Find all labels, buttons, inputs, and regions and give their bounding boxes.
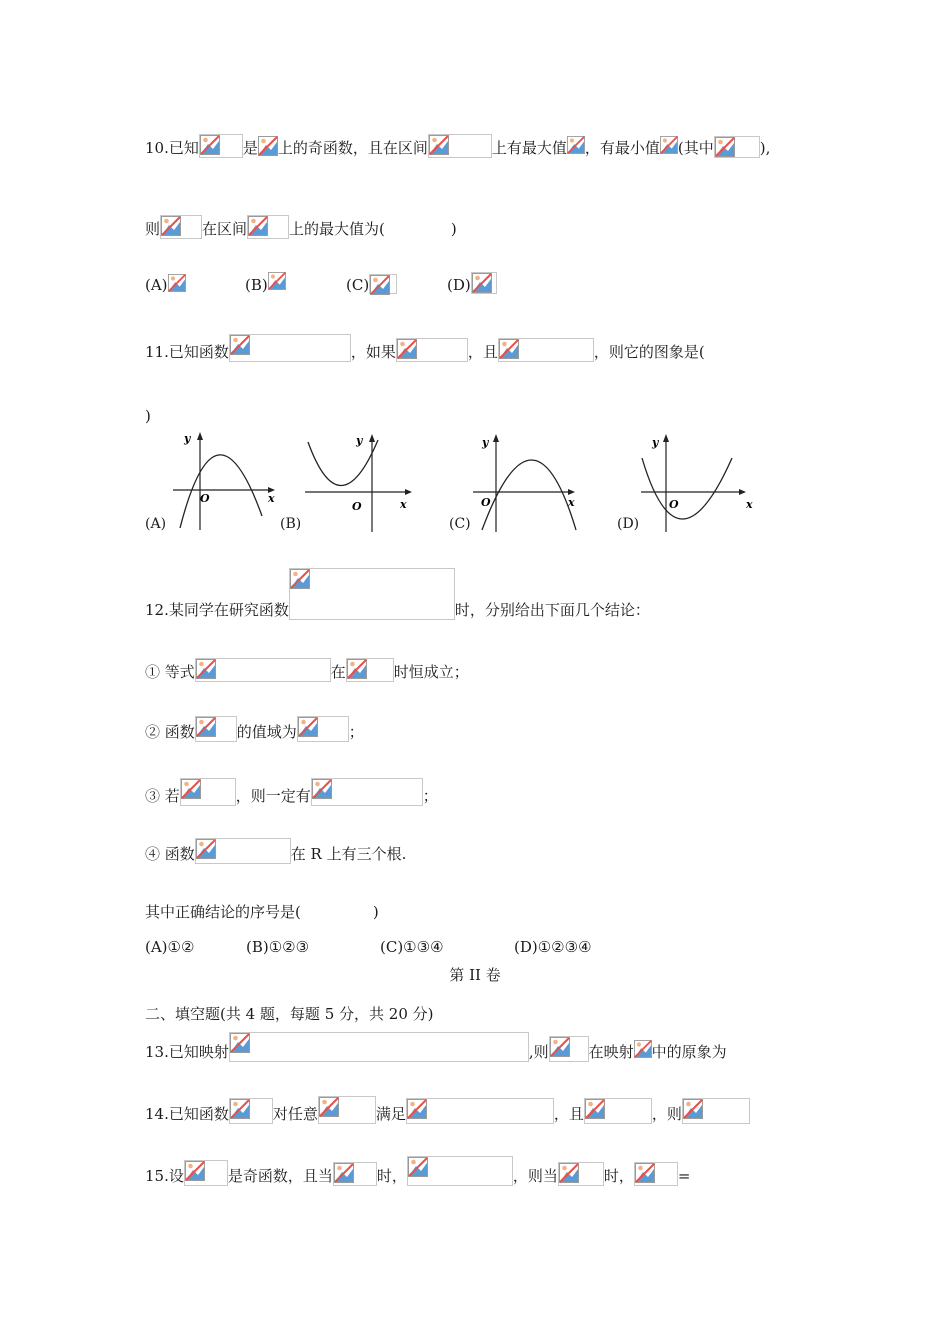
q11-text: )	[145, 407, 151, 425]
option-label: (C)	[346, 276, 370, 294]
conclusion-text: ；	[422, 787, 438, 805]
q15-text: =	[677, 1167, 691, 1185]
option-label: (A)	[145, 276, 168, 294]
formula-image	[195, 658, 331, 682]
formula-image	[258, 136, 278, 158]
conclusion-text: ；	[348, 723, 364, 741]
graph-d	[636, 430, 761, 536]
q10-line1	[145, 124, 770, 158]
q15-text: 15.设	[145, 1167, 184, 1185]
conclusion-text: 时恒成立；	[393, 663, 469, 681]
option-label: (B)	[245, 276, 268, 294]
q13-text: 13.已知映射	[145, 1043, 229, 1061]
question-text: )	[372, 903, 379, 921]
q10-text: )	[450, 220, 457, 238]
q10-text: 上有最大值	[491, 139, 567, 157]
q10-text: ),	[759, 139, 771, 157]
formula-image	[229, 1032, 529, 1062]
q12-conclusion-1	[145, 648, 469, 682]
option-a	[145, 274, 245, 294]
formula-image	[567, 136, 585, 158]
formula-image	[660, 136, 678, 158]
formula-image	[168, 274, 186, 294]
q11-text: ，则它的图象是(	[593, 343, 705, 361]
option-label: (D)	[447, 276, 471, 294]
q10-text: ，有最小值	[584, 139, 660, 157]
conclusion-text: 在 R 上有三个根.	[290, 845, 407, 863]
q10-line2	[145, 205, 457, 239]
graph-label-d: (D)	[617, 516, 640, 532]
conclusion-text: 在	[330, 663, 346, 681]
conclusion-text: ③ 若	[145, 787, 180, 805]
q10-text: 上的奇函数，且在区间	[277, 139, 428, 157]
formula-image	[428, 134, 492, 158]
y-label: y	[184, 432, 191, 445]
formula-image	[549, 1036, 589, 1062]
q14-text: 满足	[375, 1105, 406, 1123]
formula-image	[333, 1162, 377, 1186]
q12-text: 时，分别给出下面几个结论：	[454, 601, 650, 619]
section-heading	[145, 990, 434, 1024]
q14-text: ，则	[651, 1105, 682, 1123]
q10-options	[145, 264, 497, 294]
q12-question	[145, 888, 379, 922]
y-label: y	[356, 434, 363, 447]
q11-text: ，如果	[350, 343, 396, 361]
graph-label-a: (A)	[145, 516, 167, 532]
q11-text: 11.已知函数	[145, 343, 229, 361]
formula-image	[180, 778, 236, 806]
formula-image	[346, 658, 394, 682]
option-a: (A)①②	[145, 938, 195, 956]
graph-b	[300, 430, 420, 536]
conclusion-text: ① 等式	[145, 663, 195, 681]
parabola-curve	[642, 458, 732, 519]
formula-image	[396, 338, 468, 362]
q15-line	[145, 1152, 691, 1186]
option-d	[447, 272, 497, 294]
origin-label: O	[669, 498, 679, 511]
q13-text: 中的原象为	[651, 1043, 727, 1061]
q10-text: (其中	[677, 139, 714, 157]
q12-text: 12.某同学在研究函数	[145, 601, 289, 619]
graph-label-b: (B)	[280, 516, 302, 532]
origin-label: O	[200, 492, 210, 505]
x-label: x	[400, 498, 407, 511]
formula-image	[229, 1098, 273, 1124]
formula-image	[498, 338, 594, 362]
formula-image	[584, 1098, 652, 1124]
q13-text: ,则	[528, 1043, 549, 1061]
formula-image	[289, 568, 455, 620]
q13-line	[145, 1028, 727, 1062]
formula-image	[406, 1098, 554, 1124]
y-label: y	[652, 436, 659, 449]
option-d: (D)①②③④	[514, 938, 592, 956]
question-text: 其中正确结论的序号是(	[145, 903, 301, 921]
q15-text: ，则当	[512, 1167, 558, 1185]
option-b: (B)①②③	[246, 938, 310, 956]
formula-image	[369, 274, 397, 294]
graph-c	[468, 430, 588, 536]
q15-text: 是奇函数，且当	[227, 1167, 333, 1185]
formula-image	[297, 716, 349, 742]
q10-text: 是	[242, 139, 258, 157]
q11-line2	[145, 392, 151, 426]
section-title: 第 II 卷	[449, 966, 501, 984]
graph-a	[168, 428, 288, 534]
origin-label: O	[352, 500, 362, 513]
q11-line1	[145, 328, 705, 362]
formula-image	[682, 1098, 750, 1124]
x-label: x	[568, 496, 575, 509]
q12-conclusion-4	[145, 830, 406, 864]
q10-text: 上的最大值为(	[289, 220, 385, 238]
formula-image	[318, 1096, 376, 1124]
q14-text: 14.已知函数	[145, 1105, 229, 1123]
q15-text: 时，	[603, 1167, 634, 1185]
x-label: x	[746, 498, 753, 511]
parabola-curve	[180, 455, 262, 528]
graph-label-c: (C)	[449, 516, 471, 532]
conclusion-text: 的值域为	[236, 723, 297, 741]
conclusion-text: ④ 函数	[145, 845, 195, 863]
formula-image	[199, 134, 243, 158]
formula-image	[184, 1160, 228, 1186]
q14-text: 对任意	[272, 1105, 318, 1123]
formula-image	[311, 778, 423, 806]
q12-conclusion-3	[145, 772, 438, 806]
q12-options	[145, 926, 592, 956]
formula-image	[247, 215, 289, 239]
formula-image	[195, 838, 291, 864]
x-label: x	[268, 492, 275, 505]
formula-image	[195, 716, 237, 742]
origin-label: O	[481, 496, 491, 509]
q15-text: 时，	[376, 1167, 407, 1185]
q14-text: ，且	[553, 1105, 584, 1123]
conclusion-text: ② 函数	[145, 723, 195, 741]
option-c: (C)①③④	[380, 938, 444, 956]
q12-line1	[145, 586, 650, 620]
q13-text: 在映射	[588, 1043, 634, 1061]
q10-text: 在区间	[202, 220, 248, 238]
formula-image	[160, 215, 202, 239]
parabola-curve	[308, 440, 378, 486]
section-heading-text: 二、填空题(共 4 题，每题 5 分，共 20 分)	[145, 1005, 434, 1023]
q10-text: 10.已知	[145, 139, 199, 157]
formula-image	[634, 1040, 652, 1062]
q12-conclusion-2	[145, 708, 364, 742]
formula-image	[714, 136, 760, 158]
formula-image	[407, 1156, 513, 1186]
formula-image	[558, 1162, 604, 1186]
q14-line	[145, 1090, 750, 1124]
y-label: y	[482, 436, 489, 449]
conclusion-text: ，则一定有	[235, 787, 311, 805]
option-c	[346, 274, 447, 294]
formula-image	[268, 272, 286, 294]
formula-image	[634, 1162, 678, 1186]
formula-image	[471, 272, 497, 294]
q10-text: 则	[145, 220, 161, 238]
option-b	[245, 272, 346, 294]
q11-text: ，且	[467, 343, 498, 361]
formula-image	[229, 334, 351, 362]
